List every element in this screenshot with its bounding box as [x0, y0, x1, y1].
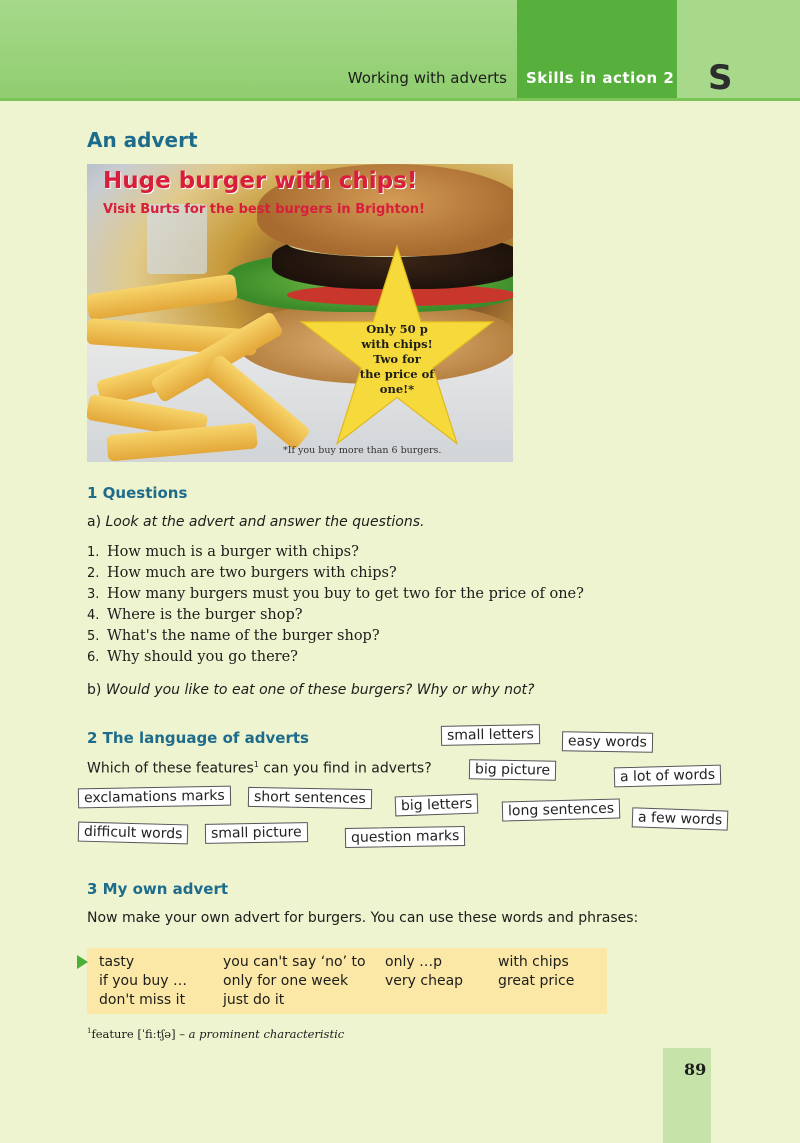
- list-item: [87, 586, 584, 607]
- list-item: [87, 607, 584, 628]
- feature-tag: exclamations marks: [78, 786, 231, 809]
- question-number: 6.: [87, 650, 100, 665]
- phrase: with chips: [498, 954, 569, 970]
- phrase: only for one week: [223, 973, 349, 989]
- footnote-term: feature [ˈfiːtʃə]: [91, 1027, 176, 1041]
- section-3-prompt: Now make your own advert for burgers. You can use these words and phrases:: [87, 910, 639, 926]
- section-letter: S: [708, 58, 733, 98]
- question-text: What's the name of the burger shop?: [107, 628, 380, 644]
- question-text: How many burgers must you buy to get two for the price of one?: [107, 586, 584, 602]
- header-letter-panel: [677, 0, 800, 100]
- section-2-prompt: [87, 760, 432, 777]
- feature-tag: short sentences: [248, 787, 372, 809]
- prompt-text: Which of these features: [87, 760, 254, 777]
- question-text: How much is a burger with chips?: [107, 544, 359, 560]
- section-tag: Skills in action 2: [526, 69, 675, 87]
- list-item: [87, 649, 584, 670]
- phrase: don't miss it: [99, 992, 186, 1008]
- question-number: 4.: [87, 608, 100, 623]
- question-number: 1.: [87, 545, 100, 560]
- star-line: with chips!: [361, 337, 433, 351]
- section-1b-instruction: [87, 682, 534, 698]
- advert-image: [87, 164, 513, 462]
- footnote-ref: 1: [253, 760, 259, 769]
- section-3-heading: 3 My own advert: [87, 880, 229, 898]
- fry: [87, 274, 238, 321]
- phrase: great price: [498, 973, 575, 989]
- page-title: An advert: [87, 128, 198, 152]
- star-line: one!*: [379, 382, 415, 396]
- feature-tag: long sentences: [502, 798, 621, 821]
- section-1-heading: 1 Questions: [87, 484, 188, 502]
- star-line: Two for: [373, 352, 421, 366]
- phrase: you can't say ‘no’ to: [223, 954, 366, 970]
- instruction-a: Look at the advert and answer the questions.: [105, 514, 425, 530]
- section-name: Working with adverts: [347, 69, 507, 87]
- phrase-box: [87, 948, 607, 1014]
- feature-tag: small letters: [441, 724, 540, 746]
- footnote-dash: –: [175, 1027, 189, 1041]
- feature-tag: big letters: [395, 794, 479, 817]
- play-arrow-icon: [77, 955, 88, 969]
- footnote-definition: a prominent characteristic: [188, 1027, 345, 1041]
- page-number: 89: [684, 1060, 707, 1079]
- phrase: just do it: [223, 992, 285, 1008]
- list-item: [87, 628, 584, 649]
- page-footnote: [87, 1027, 344, 1041]
- star-line: the price of: [359, 367, 435, 381]
- footnote-marker: 1: [87, 1027, 92, 1036]
- instruction-b: Would you like to eat one of these burgers? Why or why not?: [105, 682, 535, 698]
- advert-headline: Huge burger with chips!: [103, 168, 418, 194]
- question-text: Why should you go there?: [107, 649, 298, 665]
- question-number: 2.: [87, 566, 100, 581]
- question-number: 5.: [87, 629, 100, 644]
- label-a: a): [87, 514, 102, 530]
- question-text: How much are two burgers with chips?: [107, 565, 397, 581]
- list-item: [87, 544, 584, 565]
- prompt-text: can you find in adverts?: [258, 760, 432, 777]
- header-rule: [0, 98, 800, 101]
- feature-tag: small picture: [205, 822, 308, 844]
- feature-tag: difficult words: [78, 822, 189, 845]
- phrase: if you buy …: [99, 973, 187, 989]
- section-1a-instruction: [87, 514, 424, 530]
- question-number: 3.: [87, 587, 100, 602]
- star-text: [352, 322, 442, 397]
- star-line: Only 50 p: [366, 322, 428, 336]
- phrase: very cheap: [385, 973, 464, 989]
- advert-footnote: *If you buy more than 6 burgers.: [283, 445, 442, 456]
- feature-tag: a few words: [632, 807, 729, 830]
- advert-subline: Visit Burts for the best burgers in Brighton!: [103, 202, 425, 217]
- phrase: only …p: [385, 954, 442, 970]
- question-list: [87, 544, 584, 670]
- list-item: [87, 565, 584, 586]
- section-2-heading: 2 The language of adverts: [87, 729, 309, 747]
- feature-tag: big picture: [469, 759, 556, 781]
- phrase: tasty: [99, 954, 135, 970]
- label-b: b): [87, 682, 102, 698]
- feature-tag: a lot of words: [614, 765, 722, 788]
- feature-tag: question marks: [345, 826, 466, 848]
- question-text: Where is the burger shop?: [107, 607, 303, 623]
- feature-tag: easy words: [562, 731, 653, 753]
